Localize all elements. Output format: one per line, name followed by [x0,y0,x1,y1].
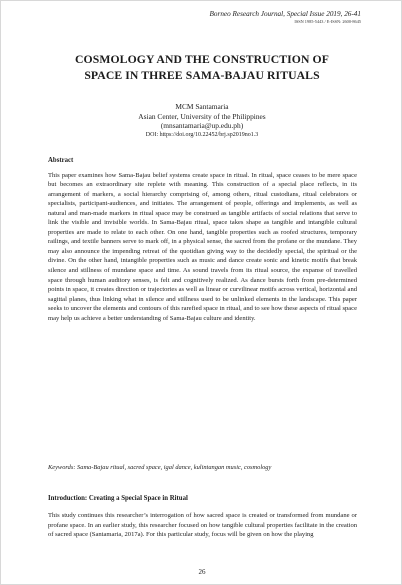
journal-citation: Borneo Research Journal, Special Issue 2019, 26-41 [209,10,361,18]
introduction-text: This study continues this researcher’s interrogation of how sacred space is created or transformed from mundane or profane space. In an earlier study, this researcher focused on how tangible cultural properties facilitate in the creation of sacred space (Santamaria, 2017a). For this particular study, focus will be given on how the playing [48,512,357,539]
keywords: Keywords: Sama-Bajau ritual, sacred space, igal dance, kulintangan music, cosmology [48,464,272,471]
paper-title [37,52,367,84]
issn-line: ISSN 1985-5443 / E-ISSN: 2600-8645 [294,19,361,24]
doi-link[interactable]: DOI: https://doi.org/10.22452/brj.sp2019no1.3 [145,131,259,138]
page-number: 26 [198,568,206,576]
abstract-heading: Abstract [48,157,74,164]
author-email: (mnsantamaria@up.edu.ph) [160,121,244,131]
author-affiliation: Asian Center, University of the Philippines [138,111,266,121]
title-line-1: COSMOLOGY AND THE CONSTRUCTION OF [75,53,329,66]
title-line-2: SPACE IN THREE SAMA-BAJAU RITUALS [84,69,320,82]
journal-header [210,10,361,25]
author-name: MCM Santamaria [175,102,229,111]
abstract-text: This paper examines how Sama-Bajau belief systems create space in ritual. In ritual, space ceases to be mere space but becomes an extraordinary site replete with meaning. This construction of a special place reflects, in its arrangement of markers, a social hierarchy comprising of, among others, ritual custodians, ritual celebrators or specialists, participant-audiences, and initiates. The arrangement of people, offerings and implements, as well as natural and man-made markers in ritual space may be construed as tangible artifacts of social relations that serve to link the visible and invisible worlds. In Sama-Bajau ritual, space takes shape as tangible and intangible cultural properties are made to relate to each other. On one hand, tangible properties such as roofed structures, temporary railings, and textile banners serve to mark off, in a physical sense, the sacred from the profane or the mundane. They may also announce the impending retreat of the quotidian giving way to the decidedly special, the spiritual or the divine. On the other hand, intangible properties such as music and dance create sonic and kinetic motifs that break silence and stillness of mundane space and time. As sound travels from its ritual source, the expanse of travelled space through human auditory senses, is felt and cognitively realized. As dance bursts forth from pre-determined points in space, it creates direction or trajectories as well as linear or curvilinear motifs across vertical, horizontal and sagittal planes, thus linking what in silence and stillness used to be unlinked elements in the landscape. This paper seeks to uncover the elements and contours of this rarefied space in ritual, and to see how these aspects of ritual space may help us achieve a better understanding of Sama-Bajau culture and identity. [48,171,357,322]
introduction-heading: Introduction: Creating a Special Space in Ritual [48,495,188,502]
abstract-section [48,156,357,323]
author-block [37,102,367,140]
